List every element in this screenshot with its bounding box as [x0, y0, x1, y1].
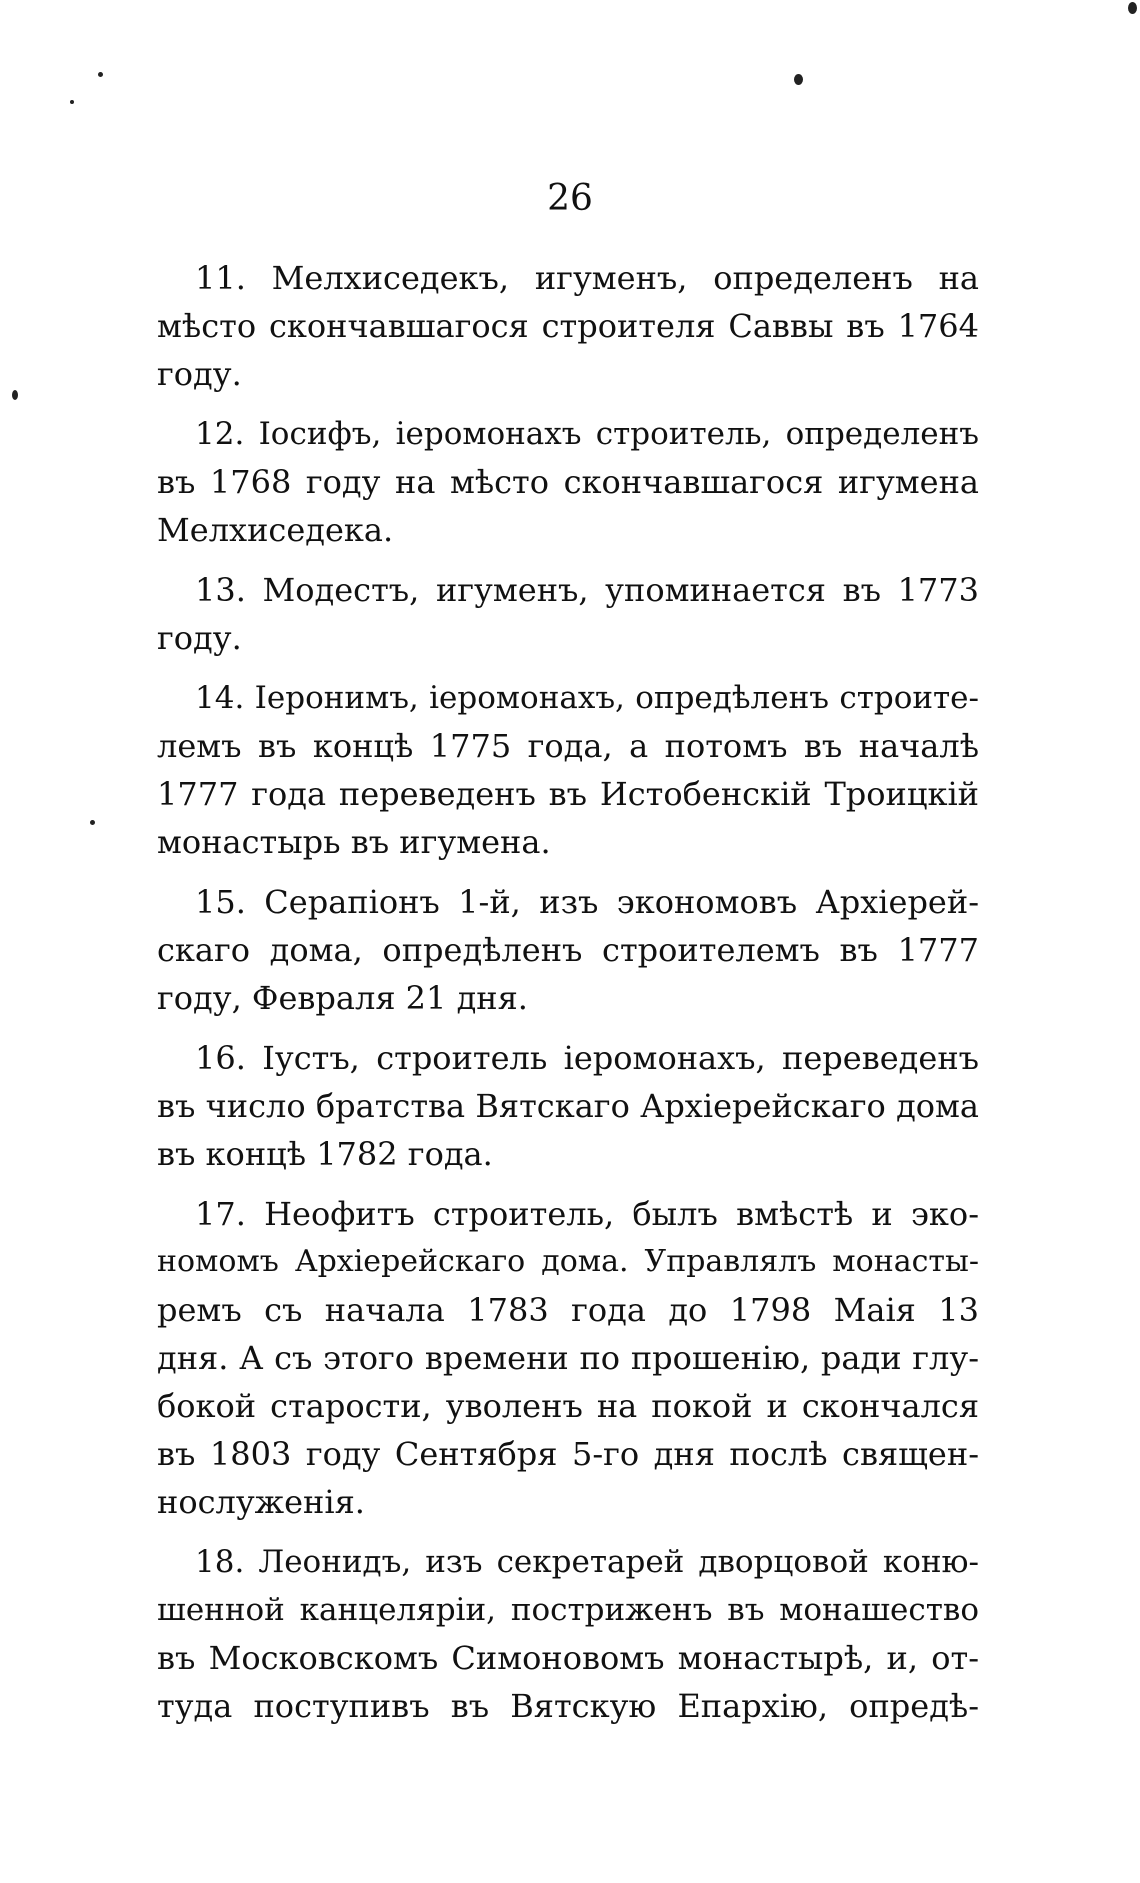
entry-16 — [157, 1034, 979, 1178]
text-line: дня. А съ этого времени по прошенію, ради глу- — [157, 1339, 979, 1377]
scan-speck — [1128, 2, 1137, 14]
text-line: 17. Неофитъ строитель, былъ вмѣстѣ и эко- — [195, 1195, 979, 1233]
text-line: мѣсто скончавшагося строителя Саввы въ 1764 — [157, 307, 979, 345]
text-line: въ число братства Вятскаго Архіерейскаго дома — [157, 1087, 979, 1125]
entry-17 — [157, 1190, 979, 1526]
entry-12 — [157, 410, 979, 554]
text-line: монастырь въ игумена. — [157, 823, 551, 861]
text-line: году. — [157, 619, 242, 657]
text-line: въ Московскомъ Симоновомъ монастырѣ, и, от- — [157, 1639, 979, 1677]
text-line: ремъ съ начала 1783 года до 1798 Маія 13 — [157, 1291, 979, 1329]
scan-speck — [794, 74, 803, 85]
entry-18 — [157, 1538, 979, 1730]
text-line: въ 1768 году на мѣсто скончавшагося игумена — [157, 463, 979, 501]
text-body — [157, 254, 979, 1742]
entry-14 — [157, 674, 979, 866]
text-line: скаго дома, опредѣленъ строителемъ въ 1777 — [157, 931, 979, 969]
scan-speck — [12, 390, 18, 400]
text-line: году. — [157, 355, 242, 393]
scan-speck — [90, 820, 95, 825]
text-line: туда поступивъ въ Вятскую Епархію, опредѣ- — [157, 1687, 979, 1725]
text-line: 14. Іеронимъ, іеромонахъ, опредѣленъ строите- — [195, 680, 979, 716]
text-line: году, Февраля 21 дня. — [157, 979, 528, 1017]
text-line: въ 1803 году Сентября 5-го дня послѣ священ- — [157, 1435, 979, 1473]
scan-speck — [70, 100, 74, 104]
text-line: въ концѣ 1782 года. — [157, 1135, 493, 1173]
text-line: лемъ въ концѣ 1775 года, а потомъ въ началѣ — [157, 727, 979, 765]
text-line: 13. Модестъ, игуменъ, упоминается въ 1773 — [195, 571, 979, 609]
text-line: 11. Мелхиседекъ, игуменъ, определенъ на — [195, 259, 979, 297]
text-line: 15. Серапіонъ 1-й, изъ экономовъ Архіерей- — [195, 883, 979, 921]
text-line: 18. Леонидъ, изъ секретарей дворцовой коню- — [195, 1544, 979, 1580]
text-line: 16. Іустъ, строитель іеромонахъ, переведенъ — [195, 1039, 979, 1077]
text-line: бокой старости, уволенъ на покой и скончался — [157, 1387, 979, 1425]
text-line: номомъ Архіерейскаго дома. Управлялъ монасты- — [157, 1244, 979, 1279]
text-line: шенной канцеляріи, постриженъ въ монашество — [157, 1592, 979, 1628]
text-line: Мелхиседека. — [157, 511, 394, 549]
page-number: 26 — [547, 178, 593, 219]
entry-13 — [157, 566, 979, 662]
entry-15 — [157, 878, 979, 1022]
scan-speck — [98, 72, 103, 77]
text-line: нослуженія. — [157, 1483, 365, 1521]
text-line: 1777 года переведенъ въ Истобенскій Троицкій — [157, 775, 979, 813]
entry-11 — [157, 254, 979, 398]
text-line: 12. Іосифъ, іеромонахъ строитель, определенъ — [195, 416, 979, 452]
